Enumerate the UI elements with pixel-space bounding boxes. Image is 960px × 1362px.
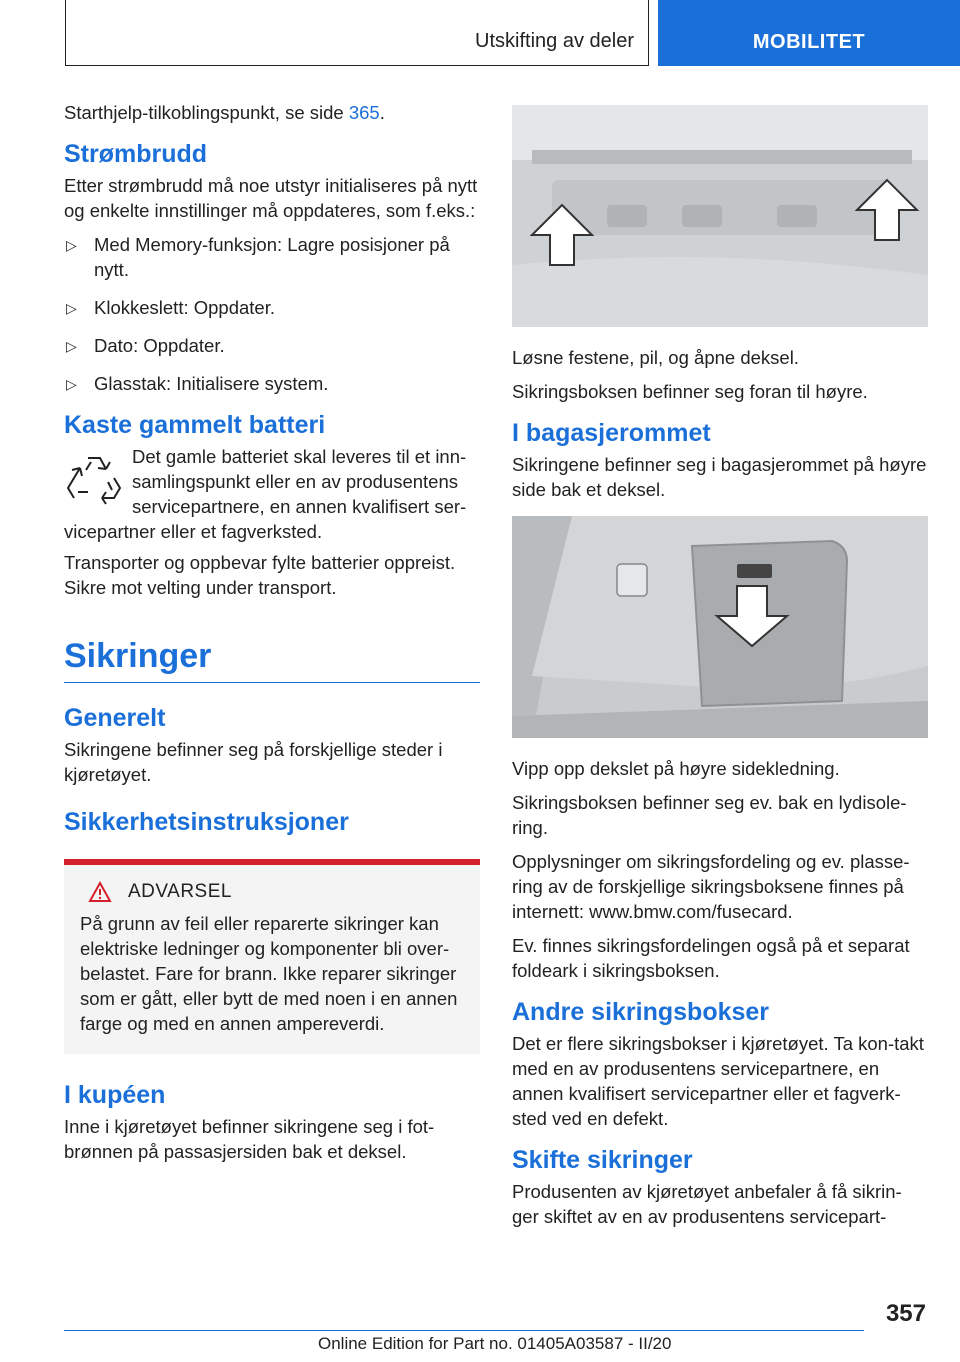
recycle-paragraph: Det gamle batteriet skal leveres til et inn-samlingspunkt eller en av produsentens servicepartnere, en annen kvalifisert ser-vicepartner eller et fagverksted. [64, 446, 467, 542]
caption-2: Vipp opp dekslet på høyre sidekledning. [512, 758, 840, 779]
heading-sikringer: Sikringer [64, 636, 480, 683]
list-item: ▷ Glasstak: Initialisere system. [64, 371, 480, 396]
paragraph-generelt: Sikringene befinner seg på forskjellige steder i kjøretøyet. [64, 739, 443, 785]
paragraph-strombrudd: Etter strømbrudd må noe utstyr initialiseres på nytt og enkelte innstillinger må oppdateres, som f.eks.: [64, 175, 478, 221]
warning-header: ADVARSEL [88, 881, 464, 903]
edition-text: Online Edition for Part no. 01405A03587 - II/20 [318, 1334, 672, 1353]
page-link[interactable]: 365 [348, 102, 380, 123]
paragraph-skifte: Produsenten av kjøretøyet anbefaler å få sikrin-ger skiftet av en av produsentens servicepart- [512, 1181, 902, 1227]
triangle-bullet-icon: ▷ [66, 338, 77, 354]
heading-generelt: Generelt [64, 704, 166, 732]
recycle-icon [64, 448, 124, 508]
paragraph-separat: Ev. finnes sikringsfordelingen også på et separat foldeark i sikringsboksen. [512, 935, 910, 981]
paragraph-lydisolering: Sikringsboksen befinner seg ev. bak en lydisole-ring. [512, 792, 907, 838]
triangle-bullet-icon: ▷ [66, 237, 77, 253]
warning-triangle-icon [88, 881, 112, 903]
intro-paragraph: Starthjelp-tilkoblingspunkt, se side 365. [64, 102, 385, 123]
section-title: Utskifting av deler [475, 30, 634, 52]
triangle-bullet-icon: ▷ [66, 300, 77, 316]
paragraph-foran: Sikringsboksen befinner seg foran til høyre. [512, 381, 868, 402]
list-item: ▷ Dato: Oppdater. [64, 333, 480, 358]
section-header-box [65, 0, 649, 66]
paragraph-bagasjerommet: Sikringene befinner seg i bagasjerommet på høyre side bak et deksel. [512, 454, 927, 500]
heading-sikkerhet: Sikkerhetsinstruksjoner [64, 808, 349, 836]
paragraph-opplysninger: Opplysninger om sikringsfordeling og ev. plasse-ring av de forskjellige sikringsboksene finnes på internett: www.bmw.com/fusecard. [512, 851, 910, 922]
heading-bagasjerommet: I bagasjerommet [512, 419, 711, 447]
right-column [512, 100, 928, 1238]
page-number: 357 [885, 1300, 926, 1327]
fuse-cover-trunk-image [512, 516, 928, 738]
paragraph-kupeen: Inne i kjøretøyet befinner sikringene seg i fot-brønnen på passasjersiden bak et deksel. [64, 1116, 435, 1162]
warning-text: På grunn av feil eller reparerte sikringer kan elektriske ledninger og komponenter bli over-belastet. Fare for brann. Ikke reparer sikringer som er gått, eller bytt de med noen i en annen farge og med en annen ampereverdi. [80, 913, 458, 1034]
warning-box [64, 859, 480, 1054]
left-column [64, 100, 480, 1173]
heading-skifte-sikringer: Skifte sikringer [512, 1146, 693, 1174]
bullet-list [64, 232, 480, 396]
list-item: ▷ Med Memory-funksjon: Lagre posisjoner på nytt. [66, 234, 450, 280]
page-header [0, 0, 960, 66]
list-item: ▷ Klokkeslett: Oppdater. [64, 295, 480, 320]
heading-kaste-batteri: Kaste gammelt batteri [64, 411, 326, 439]
chapter-tab[interactable]: MOBILITET [658, 0, 960, 66]
paragraph-transport: Transporter og oppbevar fylte batterier oppreist. Sikre mot velting under transport. [64, 552, 456, 598]
heading-andre-sikringsbokser: Andre sikringsbokser [512, 998, 770, 1026]
paragraph-andre: Det er flere sikringsbokser i kjøretøyet. Ta kon-takt med en av produsentens servicepartnere, en annen kvalifisert servicepartner eller et fagverk-sted ved en defekt. [512, 1033, 924, 1129]
triangle-bullet-icon: ▷ [66, 376, 77, 392]
caption-1: Løsne festene, pil, og åpne deksel. [512, 347, 799, 368]
heading-kupeen: I kupéen [64, 1081, 166, 1109]
heading-strombrudd: Strømbrudd [64, 140, 208, 168]
fuse-cover-front-image [512, 105, 928, 327]
footer-divider [64, 1330, 864, 1331]
